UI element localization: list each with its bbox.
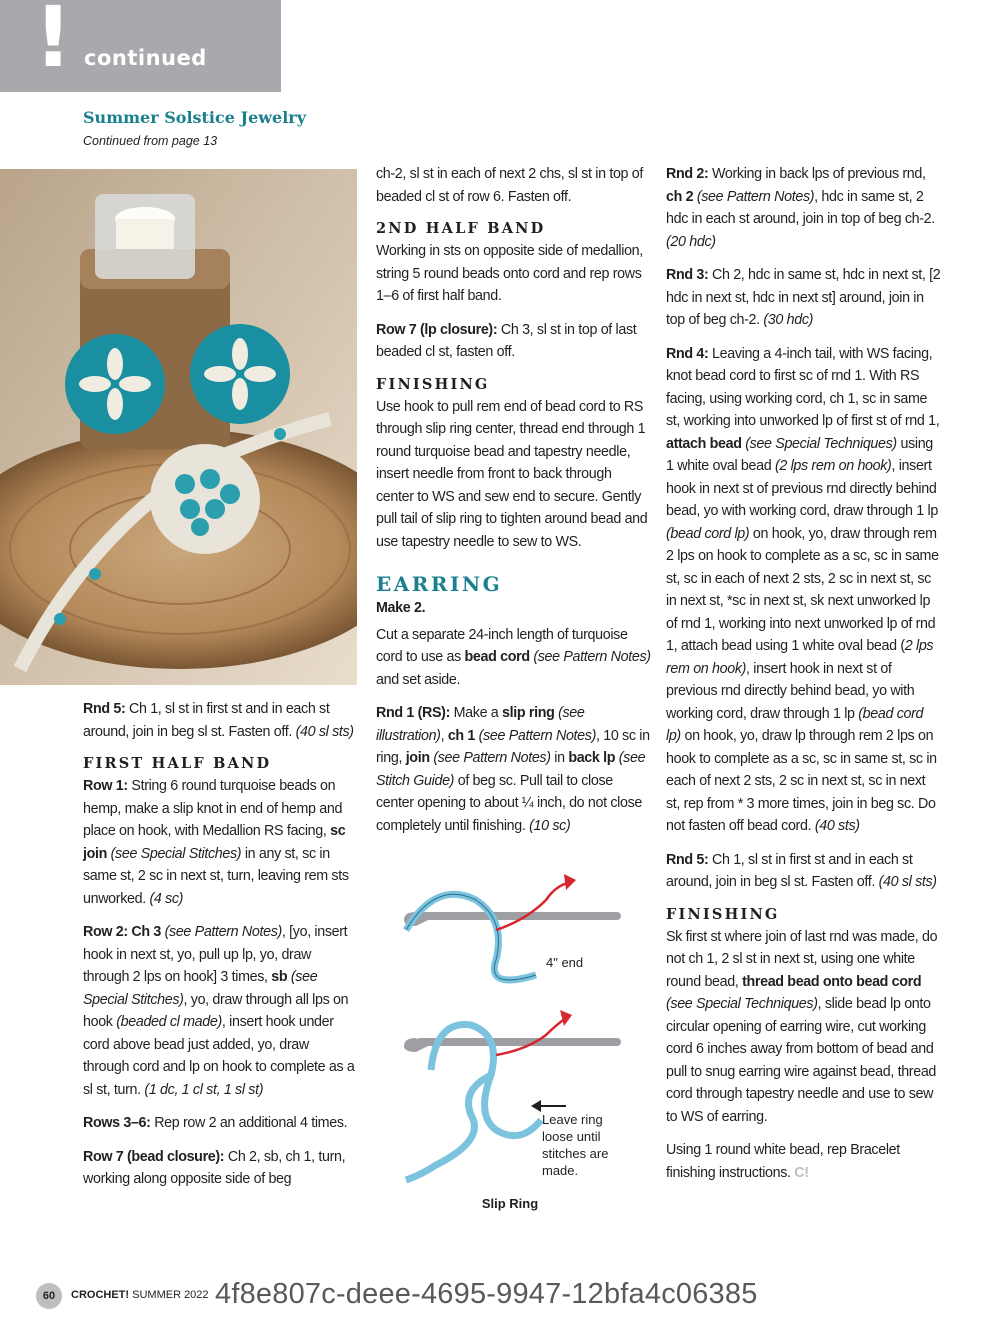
watermark-id: 4f8e807c-deee-4695-9947-12bfa4c06385 — [215, 1278, 758, 1310]
rnd1-bold: slip ring — [502, 705, 555, 721]
page-number: 60 — [36, 1283, 62, 1309]
rnd4-text: Leaving a 4-inch tail, with WS facing, knot bead cord to first sc of rnd 1. With RS facing, using working cord, ch 1, sc in same st, working into unworked lp of first st of rnd 1, — [666, 345, 940, 429]
row2-count: (1 dc, 1 cl st, 1 sl st) — [144, 1081, 264, 1098]
cut-text: Cut a separate 24-inch length of turquoise cord to use as — [376, 626, 628, 665]
cut-text-2: and set aside. — [376, 671, 461, 688]
rnd4-count: (40 sts) — [814, 818, 860, 834]
leave-ring-line-3: stitches are — [542, 1146, 609, 1161]
row1-bold: sc join — [83, 823, 346, 862]
row2-note-2: (see Special Stitches) — [83, 969, 318, 1008]
row2-label: Row 2: — [83, 924, 128, 940]
rows3-6-text: Rep row 2 an additional 4 times. — [150, 1115, 348, 1131]
row2-paragraph — [83, 921, 358, 1101]
row7-paragraph — [83, 1146, 358, 1191]
top-cord — [406, 894, 536, 980]
row1-label: Row 1: — [83, 778, 128, 794]
rnd1-text-4: in — [550, 750, 569, 766]
continued-label: continued — [84, 46, 207, 70]
row2-note-3: (beaded cl made) — [116, 1014, 222, 1030]
rnd1-text-5: of beg sc. Pull tail to close center opening to about ¼ inch, do not close completely until finishing. — [376, 772, 642, 834]
rnd2-label: Rnd 2: — [666, 166, 709, 182]
rnd2-note: (see Pattern Notes) — [693, 188, 815, 205]
bottom-arrow — [496, 1018, 566, 1055]
rnd5-paragraph — [83, 698, 358, 743]
rnd5-text: Ch 1, sl st in first st and in each st around, join in beg sl st. Fasten off. — [83, 701, 330, 740]
row1-paragraph — [83, 775, 358, 910]
leave-ring-note — [542, 1112, 612, 1178]
rnd5-earring-paragraph — [666, 849, 941, 894]
lp-closure-text: Ch 3, sl st in top of last beaded cl st, fasten off. — [376, 321, 637, 360]
jewelry-photo — [0, 169, 357, 685]
rnd4-text-4: on hook, yo, draw through rem 2 lps on hook to complete as a sc, sc in same st, sc in each of next 2 sts, 2 sc in next st, sc in next st, *sc in next st, sk next unworked lp of rnd 1, working into next unworked lp of rnd 1, attach bead using 1 white oval bead ( — [666, 525, 939, 654]
rnd1-note: (see illustration) — [376, 705, 585, 744]
second-half-band-heading: 2ND HALF BAND — [376, 220, 546, 237]
article-title: Summer Solstice Jewelry — [83, 108, 307, 127]
earring-heading: EARRING — [376, 572, 503, 596]
rnd4-note: (see Special Techniques) — [741, 435, 897, 452]
exclamation-mark: ! — [34, 0, 73, 86]
row1-text-2: in any st, sc in same st, 2 sc in next st, turn, leaving rem sts unworked. — [83, 845, 349, 907]
end-label: 4" end — [546, 955, 584, 970]
rnd4-note-3: (bead cord lp) — [666, 525, 750, 542]
rnd1-text-3: , 10 sc in ring, — [376, 727, 650, 766]
rnd5-earring-text: Ch 1, sl st in first st and in each st around, join in beg sl st. Fasten off. — [666, 851, 913, 890]
cut-note: (see Pattern Notes) — [529, 649, 651, 665]
slip-ring-diagram — [376, 860, 656, 1220]
finishing-paragraph: Use hook to pull rem end of bead cord to RS through slip ring center, thread end through 1 round turquoise bead and tapestry needle, insert needle from front to back through center to WS and sew end to secure. Gently pull tail of slip ring to tighten around bead and use tapestry needle to sew to WS. — [376, 398, 648, 550]
leave-ring-line-2: loose until — [542, 1129, 601, 1144]
rnd1-note-2: (see Pattern Notes) — [475, 727, 596, 744]
magazine-issue — [71, 1289, 209, 1301]
row7-label: Row 7 (bead closure): — [83, 1148, 225, 1165]
continuation-paragraph: ch-2, sl st in each of next 2 chs, sl st in top of beaded cl st of row 6. Fasten off. — [376, 166, 643, 205]
rows3-6-paragraph — [83, 1112, 358, 1135]
rnd5-label: Rnd 5: — [83, 701, 126, 717]
rnd4-paragraph — [666, 343, 941, 838]
text-column-2 — [376, 163, 651, 848]
cut-paragraph — [376, 624, 651, 692]
text-column-3 — [666, 163, 941, 1195]
issue-label: SUMMER 2022 — [129, 1289, 209, 1301]
rnd2-count: (20 hdc) — [666, 233, 716, 250]
row2-text: , [yo, insert hook in next st, yo, pull up lp, yo, draw through 2 lps on hook] 3 times, — [83, 924, 348, 985]
leave-ring-line-4: made. — [542, 1163, 579, 1178]
rnd4-bold: attach bead — [666, 435, 742, 452]
first-half-band-heading: FIRST HALF BAND — [83, 755, 272, 772]
lp-closure-paragraph — [376, 319, 651, 364]
rows3-6-label: Rows 3–6: — [83, 1115, 151, 1131]
rnd4-text-6: on hook, yo, draw lp through rem 2 lps on hook to complete as a sc, sc in same st, sc in each of next 2 sts, 2 sc in next st, sc in next st, rep from * 3 more times, join in beg sc. Do not fasten off bead cord. — [666, 728, 937, 834]
rnd2-text-2: , hdc in same st, 2 hdc in each st around, join in top of beg ch-2. — [666, 188, 935, 227]
rnd1-note-4: (see Stitch Guide) — [376, 750, 646, 789]
cut-bold: bead cord — [464, 649, 530, 665]
section-header-bar — [0, 0, 281, 92]
rnd3-label: Rnd 3: — [666, 267, 709, 283]
finishing-heading: FINISHING — [376, 375, 490, 393]
rnd1-text: Make a — [449, 705, 503, 721]
rnd2-bold: ch 2 — [666, 188, 694, 205]
row2-text-2: , yo, draw through all lps on hook — [83, 991, 349, 1030]
leave-ring-line-1: Leave ring — [542, 1112, 603, 1127]
rnd2-paragraph — [666, 163, 941, 253]
magazine-name: CROCHET! — [71, 1289, 130, 1301]
rnd4-text-2: using 1 white oval bead — [666, 435, 933, 474]
fin-text: Sk first st where join of last rnd was made, do not ch 1, 2 sl st in next st, using one white round bead, — [666, 928, 938, 990]
earring-finishing-heading: FINISHING — [666, 905, 780, 923]
last-paragraph — [666, 1139, 941, 1184]
row2-bold-2: sb — [271, 969, 288, 985]
rnd5-count: (40 sl sts) — [295, 723, 354, 740]
continued-from: Continued from page 13 — [83, 134, 218, 148]
rnd1-note-3: (see Pattern Notes) — [429, 750, 551, 766]
row1-count: (4 sc) — [149, 890, 184, 907]
fin-text-2: , slide bead lp onto circular opening of earring wire, cut working cord 6 inches away from bottom of bead and pull to snug earring wire against bead, thread cord through tapestry needle and use to sew to WS of earring. — [666, 996, 937, 1125]
rnd4-text-3: , insert hook in next st of previous rnd directly behind bead, yo with working cord, draw through 1 lp — [666, 458, 938, 519]
rnd2-text: Working in back lps of previous rnd, — [708, 166, 926, 182]
rnd3-text: Ch 2, hdc in same st, hdc in next st, [2 hdc in next st, hdc in next st] around, join in top of beg ch-2. — [666, 267, 941, 328]
rnd5-earring-label: Rnd 5: — [666, 851, 709, 868]
crochet-end-logo: C! — [794, 1164, 809, 1181]
rnd5-earring-count: (40 sl sts) — [878, 874, 937, 890]
row2-text-3: , insert hook under cord above bead just added, yo, draw through cord and lp on hook to complete as a sl st, turn. — [83, 1014, 355, 1098]
row1-text: String 6 round turquoise beads on hemp, make a slip knot in end of hemp and place on hook, with Medallion RS facing, — [83, 778, 343, 839]
row2-note: (see Pattern Notes) — [160, 924, 282, 940]
rnd1-count: (10 sc) — [529, 817, 571, 834]
rnd4-note-5: (bead cord lp) — [666, 705, 924, 744]
rnd1-bold-2: ch 1 — [447, 727, 476, 744]
rnd1-label: Rnd 1 (RS): — [376, 705, 450, 721]
rnd4-note-4: 2 lps rem on hook) — [666, 638, 934, 677]
rnd1-paragraph — [376, 702, 651, 837]
rnd1-text-2: , — [440, 727, 448, 744]
rnd4-note-2: (2 lps rem on hook) — [774, 458, 892, 474]
row7-text: Ch 2, sb, ch 1, turn, working along opposite side of beg — [83, 1148, 346, 1187]
diagram-caption: Slip Ring — [481, 1196, 539, 1211]
text-column-1 — [83, 698, 358, 1202]
earring-finishing-paragraph — [666, 926, 941, 1129]
rnd4-text-5: , insert hook in next st of previous rnd directly behind bead, yo with working cord, draw through 1 lp — [666, 660, 915, 722]
lp-closure-label: Row 7 (lp closure): — [376, 321, 498, 338]
last-text: Using 1 round white bead, rep Bracelet finishing instructions. — [666, 1142, 900, 1181]
rnd1-bold-4: back lp — [568, 750, 616, 766]
fin-note: (see Special Techniques) — [666, 996, 818, 1012]
fin-bold: thread bead onto bead cord — [742, 973, 922, 990]
make-2: Make 2. — [376, 600, 426, 616]
rnd3-paragraph — [666, 264, 941, 332]
rnd4-label: Rnd 4: — [666, 345, 709, 362]
band2-paragraph: Working in sts on opposite side of medallion, string 5 round beads onto cord and rep rows 1–6 of first half band. — [376, 243, 643, 304]
row1-note: (see Special Stitches) — [107, 845, 242, 862]
rnd3-count: (30 hdc) — [763, 312, 814, 328]
rnd1-bold-3: join — [405, 750, 430, 766]
row2-bold: Ch 3 — [127, 924, 161, 940]
top-arrow — [496, 882, 571, 930]
